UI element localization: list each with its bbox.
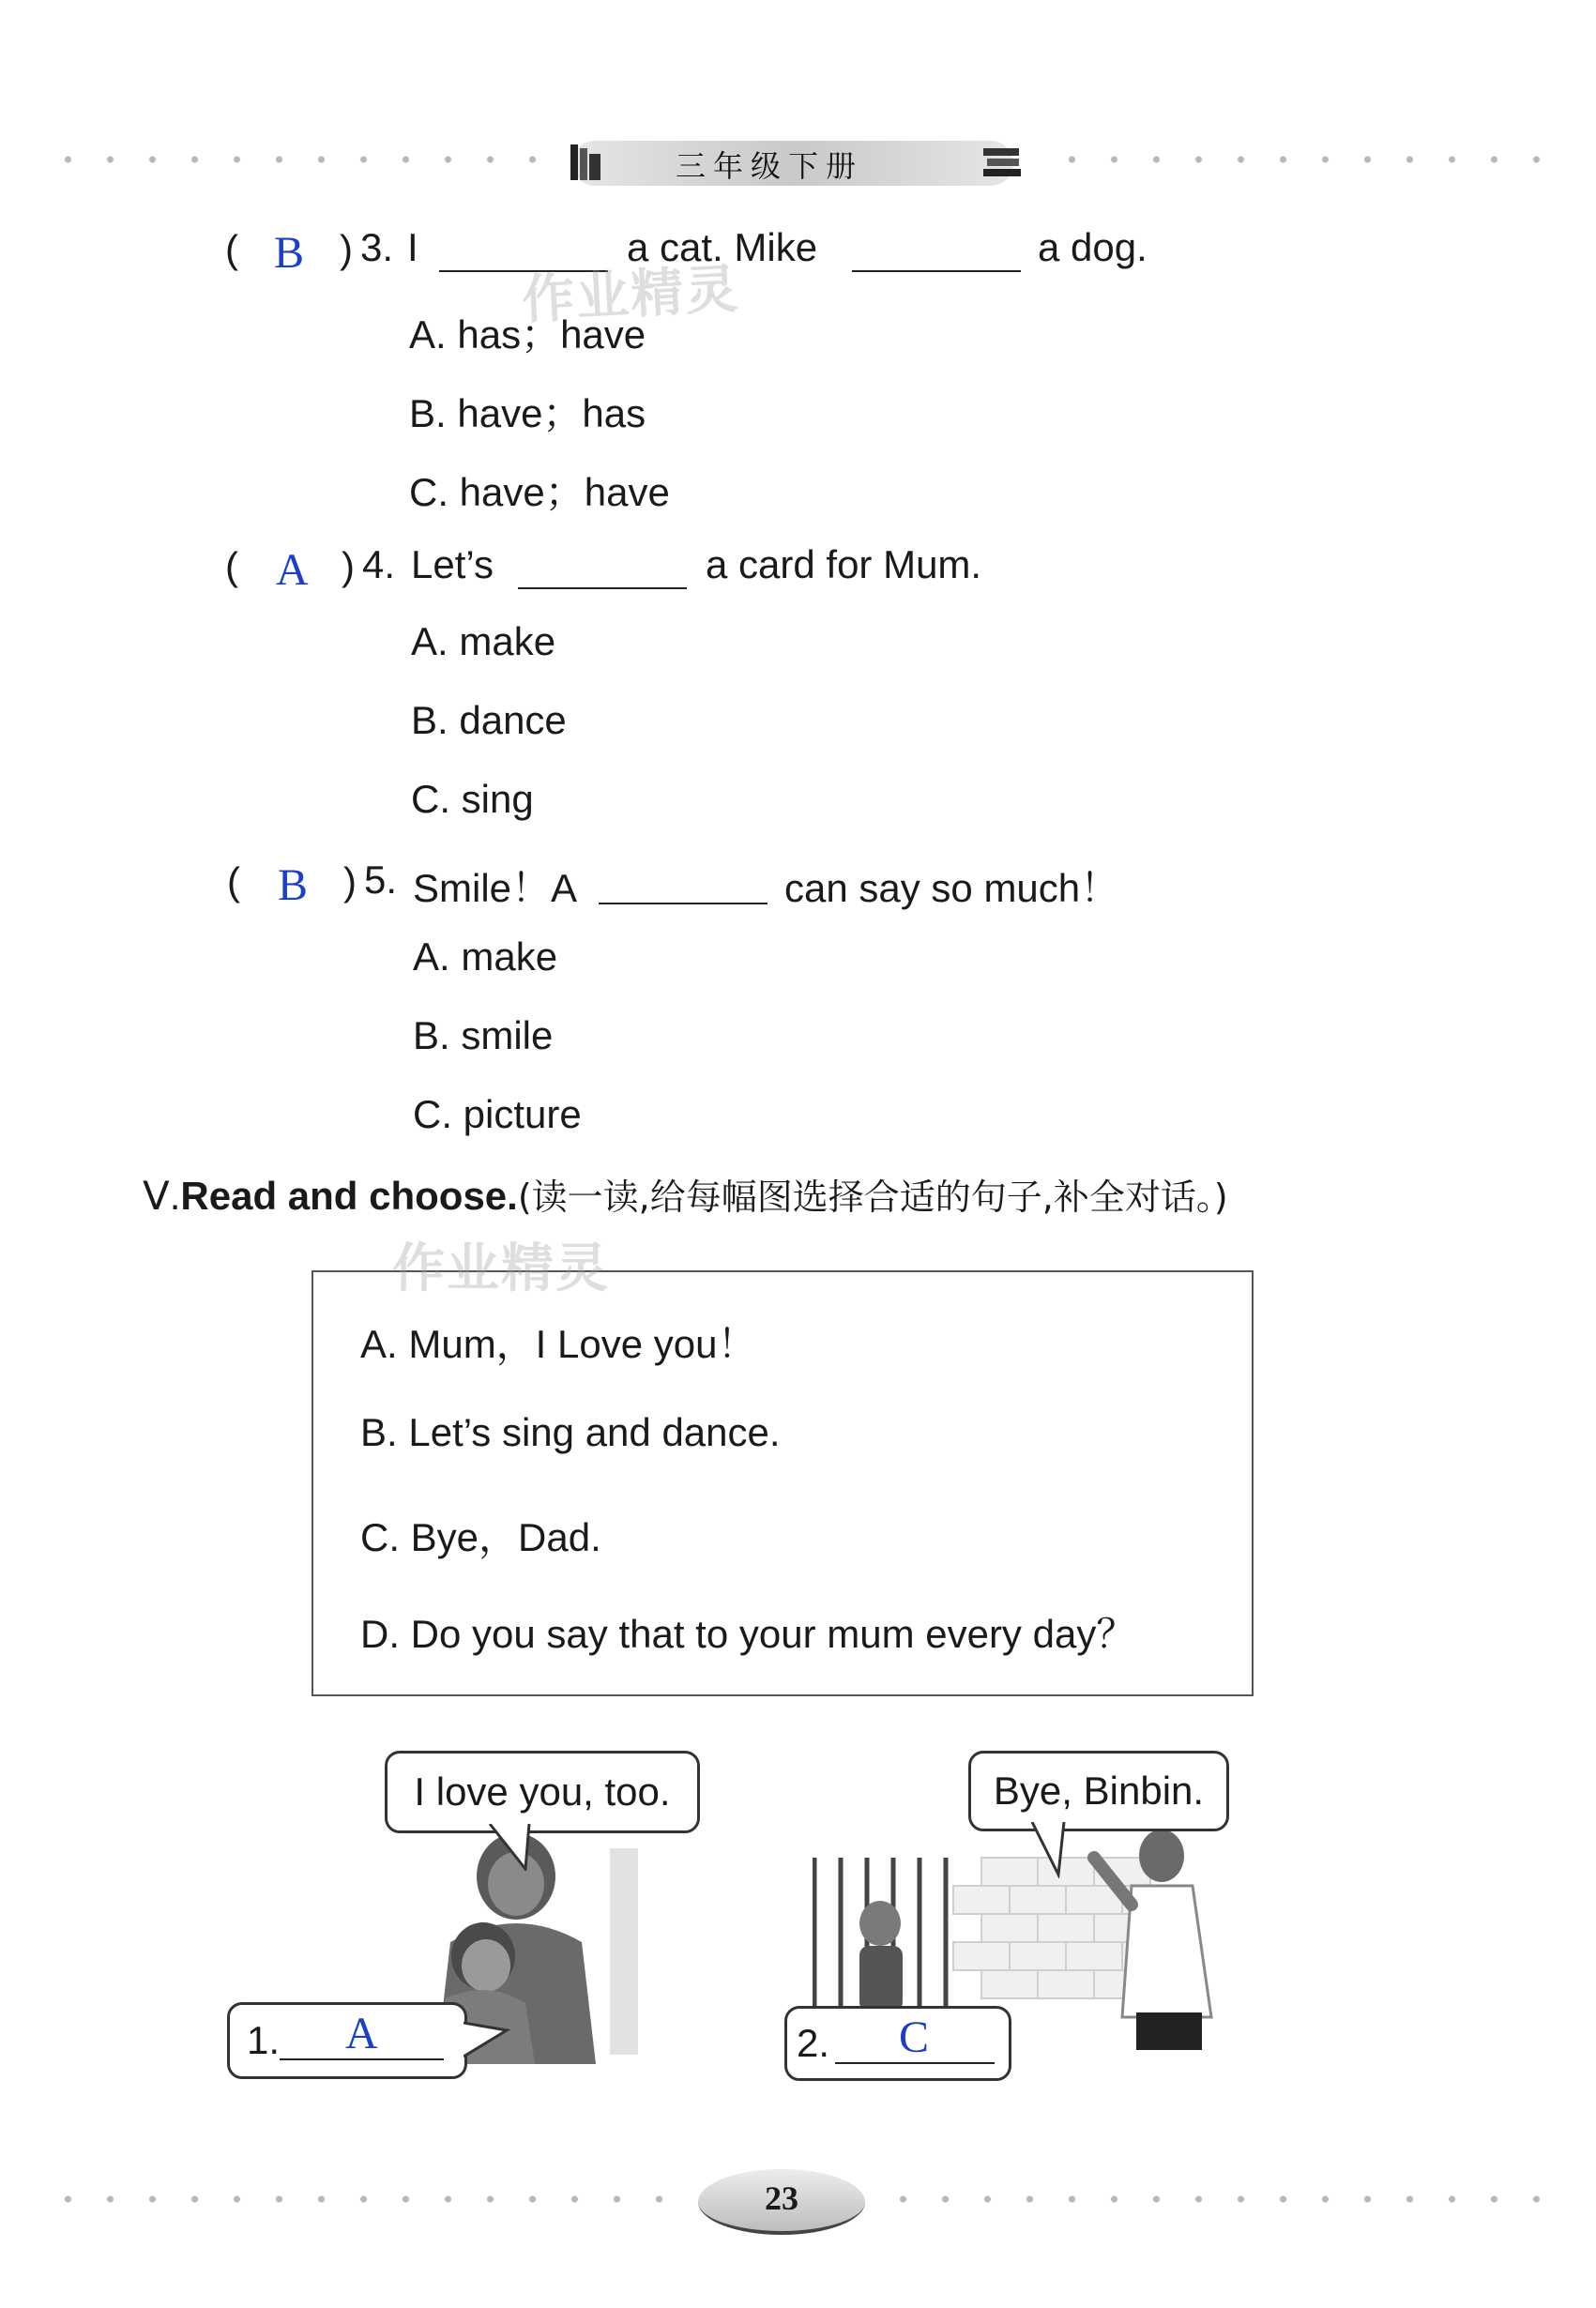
header-dots-left [47, 156, 554, 163]
answer-bubble-tail [464, 2017, 510, 2064]
answer-blank [518, 587, 687, 589]
answer-bubble-2: 2. [784, 2006, 1011, 2081]
answer-paren-close: ) [340, 227, 353, 271]
question-text: a card for Mum. [706, 542, 982, 586]
answer-paren-open: ( [225, 544, 238, 588]
answer-q3: B [274, 228, 305, 278]
answer-blank [852, 270, 1021, 272]
header-title: 三年级下册 [676, 148, 864, 184]
option: C. have；have [409, 470, 670, 514]
question-number: 5. [364, 858, 398, 902]
answer-bubble-1: 1. [227, 2002, 467, 2079]
books-icon [981, 146, 1023, 178]
book-stack-icon [569, 141, 604, 182]
option: C. picture [413, 1092, 582, 1136]
picture-answer-1: A [345, 2009, 378, 2058]
option: A. has；have [409, 312, 646, 357]
speech-bubble: Bye, Binbin. [968, 1751, 1229, 1831]
watermark: 作业精灵 [392, 1238, 610, 1299]
section-title: Read and choose. [180, 1174, 518, 1218]
speech-bubble-tail [1030, 1822, 1077, 1878]
option: A. make [411, 619, 556, 663]
answer-paren-close: ) [343, 859, 357, 903]
header-dots-right [1051, 156, 1558, 163]
answer-paren-open: ( [227, 859, 240, 903]
option: B. dance [411, 698, 567, 742]
question-text: can say so much！ [784, 866, 1120, 910]
answer-q4: A [276, 545, 309, 595]
question-text: Smile！A [413, 866, 578, 910]
answer-paren-open: ( [225, 227, 238, 271]
speech-bubble-tail [488, 1824, 544, 1871]
question-text: Let’s [411, 542, 494, 586]
footer-dots-left [47, 2195, 685, 2203]
choice-item: D. Do you say that to your mum every day？ [360, 1612, 1136, 1656]
footer-dots-right [882, 2195, 1558, 2203]
section-numeral: Ⅴ. [143, 1174, 181, 1218]
question-number: 4. [362, 542, 396, 586]
choice-item: C. Bye，Dad. [360, 1515, 601, 1559]
option: A. make [413, 934, 558, 979]
speech-bubble: I love you, too. [385, 1751, 700, 1833]
answer-paren-close: ) [342, 544, 355, 588]
choice-item: A. Mum，I Love you！ [360, 1322, 757, 1366]
option: B. smile [413, 1013, 554, 1057]
picture-answer-2: C [899, 2012, 930, 2062]
question-text: a dog. [1038, 225, 1148, 269]
answer-q5: B [278, 860, 309, 910]
question-text: I [407, 225, 418, 269]
option: B. have；has [409, 391, 646, 435]
question-text: a cat. Mike [627, 225, 818, 269]
choice-item: B. Let’s sing and dance. [360, 1410, 781, 1454]
question-number: 3. [360, 225, 394, 269]
answer-blank [599, 903, 768, 904]
watermark: 作业精灵 [520, 258, 741, 332]
section-heading [143, 1168, 1228, 1220]
page-number: 23 [765, 2179, 798, 2217]
section-instruction: (读一读,给每幅图选择合适的句子,补全对话。) [517, 1177, 1228, 1218]
option: C. sing [411, 777, 534, 821]
